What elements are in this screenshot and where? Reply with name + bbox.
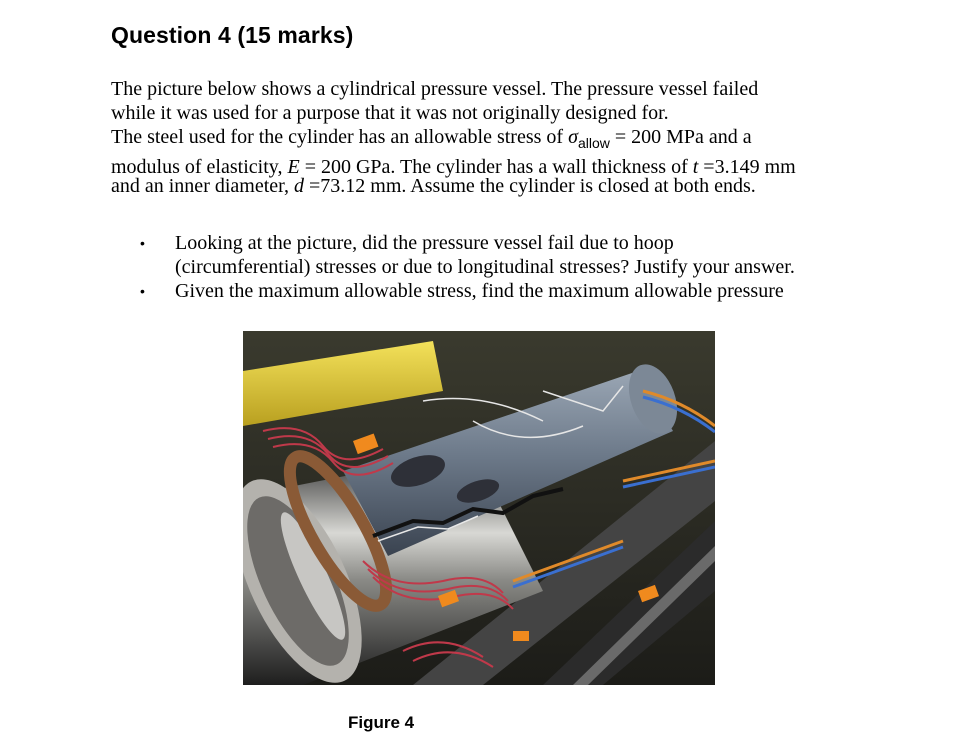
bullet-1-line-1: Looking at the picture, did the pressure vessel fail due to hoop (175, 232, 674, 254)
text: modulus of elasticity, (111, 156, 288, 178)
statement-line-3 (111, 125, 871, 150)
text: = 200 MPa and a (609, 126, 752, 148)
text: = 200 GPa. The cylinder has a wall thickness of (299, 156, 693, 178)
bullet-marker: • (140, 283, 145, 299)
problem-statement (111, 77, 871, 198)
sigma-subscript: allow (577, 135, 610, 151)
text: =3.149 mm (698, 156, 796, 178)
bullet-text (175, 231, 880, 279)
question-title: Question 4 (15 marks) (111, 22, 354, 48)
symbol-E: E (287, 156, 300, 178)
figure-caption: Figure 4 (348, 713, 415, 732)
symbol-t: t (692, 156, 699, 178)
text: and an inner diameter, (111, 175, 295, 197)
statement-line-1: The picture below shows a cylindrical pressure vessel. The pressure vessel failed (111, 78, 759, 100)
pressure-vessel-illustration (243, 331, 715, 685)
bullet-marker: • (140, 235, 145, 251)
bullet-text (175, 279, 880, 303)
bullet-item-2 (140, 279, 880, 303)
pressure-vessel-photo (243, 331, 715, 685)
bullet-item-1 (140, 231, 880, 279)
statement-line-2: while it was used for a purpose that it was not originally designed for. (111, 102, 669, 124)
bullet-2-line-1: Given the maximum allowable stress, find the maximum allowable pressure (175, 280, 784, 302)
bullet-list (140, 231, 880, 303)
text: =73.12 mm. Assume the cylinder is closed at both ends. (304, 175, 756, 197)
text: The steel used for the cylinder has an allowable stress of (111, 126, 569, 148)
bullet-1-line-2: (circumferential) stresses or due to longitudinal stresses? Justify your answer. (175, 256, 795, 278)
sigma-symbol: σ (568, 126, 578, 148)
symbol-d: d (294, 175, 305, 197)
